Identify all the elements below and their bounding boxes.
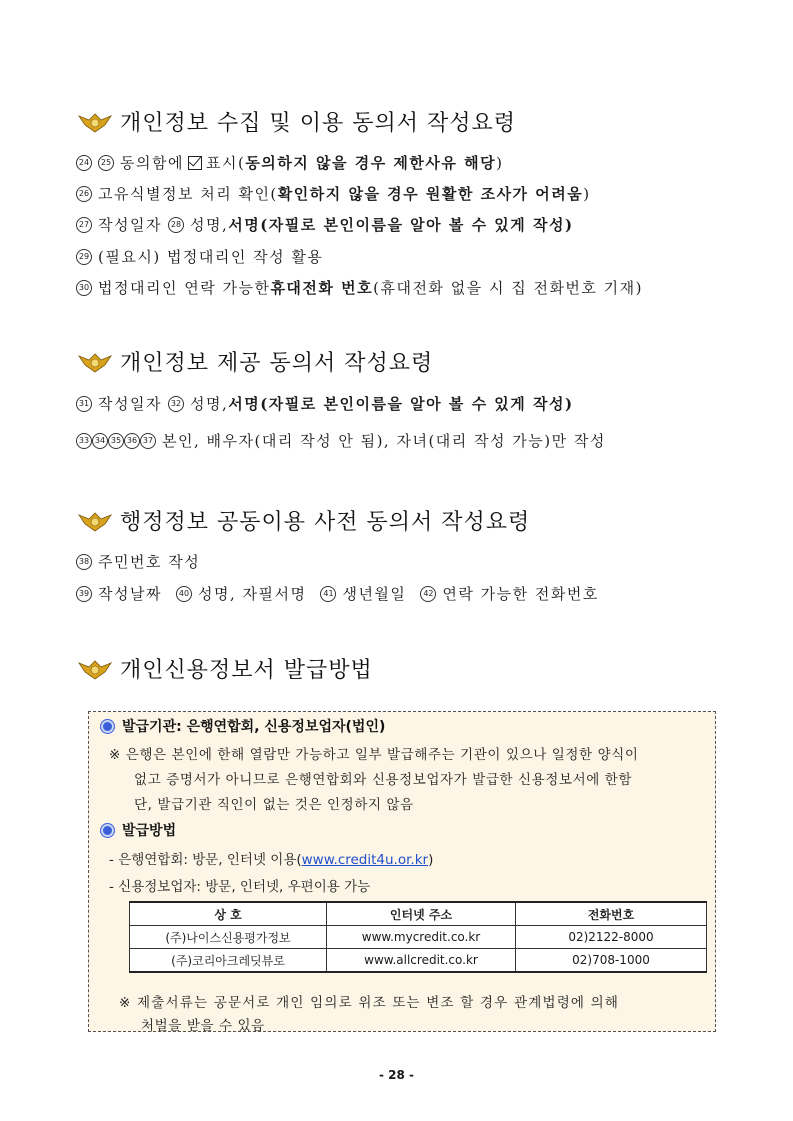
circled-number: 40 xyxy=(176,586,192,602)
line-bold-text: 동의하지 않을 경우 제한사유 해당 xyxy=(245,154,497,172)
police-emblem-icon xyxy=(78,658,112,680)
circled-number: 29 xyxy=(76,249,92,265)
line-text: 작성일자 xyxy=(98,216,162,234)
line-text: 고유식별정보 처리 확인( xyxy=(98,185,278,203)
circled-number: 30 xyxy=(76,280,92,296)
police-emblem-icon xyxy=(78,351,112,373)
method-heading-text: 발급방법 xyxy=(122,823,177,839)
circled-number: 39 xyxy=(76,586,92,602)
circled-number: 24 xyxy=(76,155,92,171)
issuer-heading xyxy=(101,716,385,736)
blue-bullet-icon xyxy=(101,824,114,837)
line-text: 표시( xyxy=(205,154,246,172)
circled-number: 42 xyxy=(420,586,436,602)
line-text: 본인, 배우자(대리 작성 안 됨), 자녀(대리 작성 가능)만 작성 xyxy=(162,432,606,450)
s3-line-2 xyxy=(76,583,599,604)
line-text: 성명, 자필서명 xyxy=(197,585,307,603)
circled-number: 34 xyxy=(92,433,108,449)
circled-number: 36 xyxy=(124,433,140,449)
police-emblem-icon xyxy=(78,510,112,532)
table-cell: www.allcredit.co.kr xyxy=(327,949,516,973)
method-bank-association xyxy=(109,848,433,868)
s1-line-4 xyxy=(76,246,323,267)
circled-number: 35 xyxy=(108,433,124,449)
circled-number: 37 xyxy=(140,433,156,449)
credit-agency-table xyxy=(129,901,707,973)
table-header-row xyxy=(130,902,707,926)
section-title-1 xyxy=(78,106,516,137)
section-title-text: 개인정보 제공 동의서 작성요령 xyxy=(120,351,434,376)
penalty-note-line-2: 처벌을 받을 수 있음 xyxy=(141,1018,265,1034)
line-text: ) xyxy=(496,153,504,172)
table-row xyxy=(130,926,707,949)
bank-note-line-2: 없고 증명서가 아니므로 은행연합회와 신용정보업자가 발급한 신용정보서에 한함 xyxy=(134,772,633,788)
table-cell: 02)708-1000 xyxy=(516,949,707,973)
line-text: 연락 가능한 전화번호 xyxy=(442,585,599,603)
circled-number: 38 xyxy=(76,554,92,570)
line-text: 생년월일 xyxy=(342,585,407,603)
line-bold-text: 서명(자필로 본인이름을 알아 볼 수 있게 작성) xyxy=(228,395,574,413)
circled-number: 41 xyxy=(320,586,336,602)
table-header: 상 호 xyxy=(130,902,327,926)
line-text: 작성일자 xyxy=(98,395,162,413)
s1-line-2 xyxy=(76,183,591,204)
bank-note-line-3: 단, 발급기관 직인이 없는 것은 인정하지 않음 xyxy=(134,797,414,813)
credit4u-link[interactable]: www.credit4u.or.kr xyxy=(301,852,429,868)
s1-line-3 xyxy=(76,214,574,235)
s2-line-1 xyxy=(76,393,574,414)
section-title-3 xyxy=(78,505,530,536)
blue-bullet-icon xyxy=(101,720,114,733)
s1-line-5 xyxy=(76,277,643,298)
table-row xyxy=(130,949,707,973)
checkbox-checked-icon xyxy=(188,156,202,170)
circled-number: 28 xyxy=(168,217,184,233)
line-bold-text: 확인하지 않을 경우 원활한 조사가 어려움 xyxy=(277,185,584,203)
line-text: 법정대리인 연락 가능한 xyxy=(98,279,271,297)
circled-number: 32 xyxy=(168,396,184,412)
page-number: - 28 - xyxy=(378,1068,414,1082)
line-text: (필요시) 법정대리인 작성 활용 xyxy=(98,248,324,266)
circled-number: 27 xyxy=(76,217,92,233)
method-credit-agency: - 신용정보업자: 방문, 인터넷, 우편이용 가능 xyxy=(109,879,371,895)
line-bold-text: 서명(자필로 본인이름을 알아 볼 수 있게 작성) xyxy=(228,216,574,234)
method-text: ) xyxy=(428,852,434,868)
table-cell: 02)2122-8000 xyxy=(516,926,707,949)
line-text: 성명, xyxy=(189,216,229,234)
line-text: 작성날짜 xyxy=(98,585,162,603)
line-text: ) xyxy=(583,184,591,203)
circled-number: 33 xyxy=(76,433,92,449)
circled-number: 25 xyxy=(98,155,114,171)
bank-note-line-1: ※ 은행은 본인에 한해 열람만 가능하고 일부 발급해주는 기관이 있으나 일정한 양식이 xyxy=(109,747,639,763)
table-header: 인터넷 주소 xyxy=(327,902,516,926)
method-heading xyxy=(101,820,176,840)
line-bold-text: 휴대전화 번호 xyxy=(270,279,374,297)
section-title-text: 개인신용정보서 발급방법 xyxy=(120,658,373,683)
issuer-heading-text: 발급기관: 은행연합회, 신용정보업자(법인) xyxy=(122,719,386,735)
method-text: - 은행연합회: 방문, 인터넷 이용( xyxy=(109,852,302,868)
table-cell: www.mycredit.co.kr xyxy=(327,926,516,949)
circled-number: 31 xyxy=(76,396,92,412)
section-title-text: 행정정보 공동이용 사전 동의서 작성요령 xyxy=(120,510,531,535)
table-cell: (주)코리아크레딧뷰로 xyxy=(130,949,327,973)
police-emblem-icon xyxy=(78,111,112,133)
section-title-2 xyxy=(78,346,433,377)
s2-line-2 xyxy=(76,430,606,451)
penalty-note-line-1: ※ 제출서류는 공문서로 개인 임의로 위조 또는 변조 할 경우 관계법령에 의해 xyxy=(119,995,620,1011)
section-title-4 xyxy=(78,653,373,684)
table-cell: (주)나이스신용평가정보 xyxy=(130,926,327,949)
line-text: (휴대전화 없을 시 집 전화번호 기재) xyxy=(373,279,644,297)
line-text: 성명, xyxy=(189,395,229,413)
section-title-text: 개인정보 수집 및 이용 동의서 작성요령 xyxy=(120,111,516,136)
table-header: 전화번호 xyxy=(516,902,707,926)
line-text: 주민번호 작성 xyxy=(98,553,201,571)
s1-line-1 xyxy=(76,152,503,173)
circled-number: 26 xyxy=(76,186,92,202)
line-text: 동의함에 xyxy=(120,154,184,172)
s3-line-1 xyxy=(76,551,200,572)
issuance-info-box xyxy=(88,711,716,1032)
